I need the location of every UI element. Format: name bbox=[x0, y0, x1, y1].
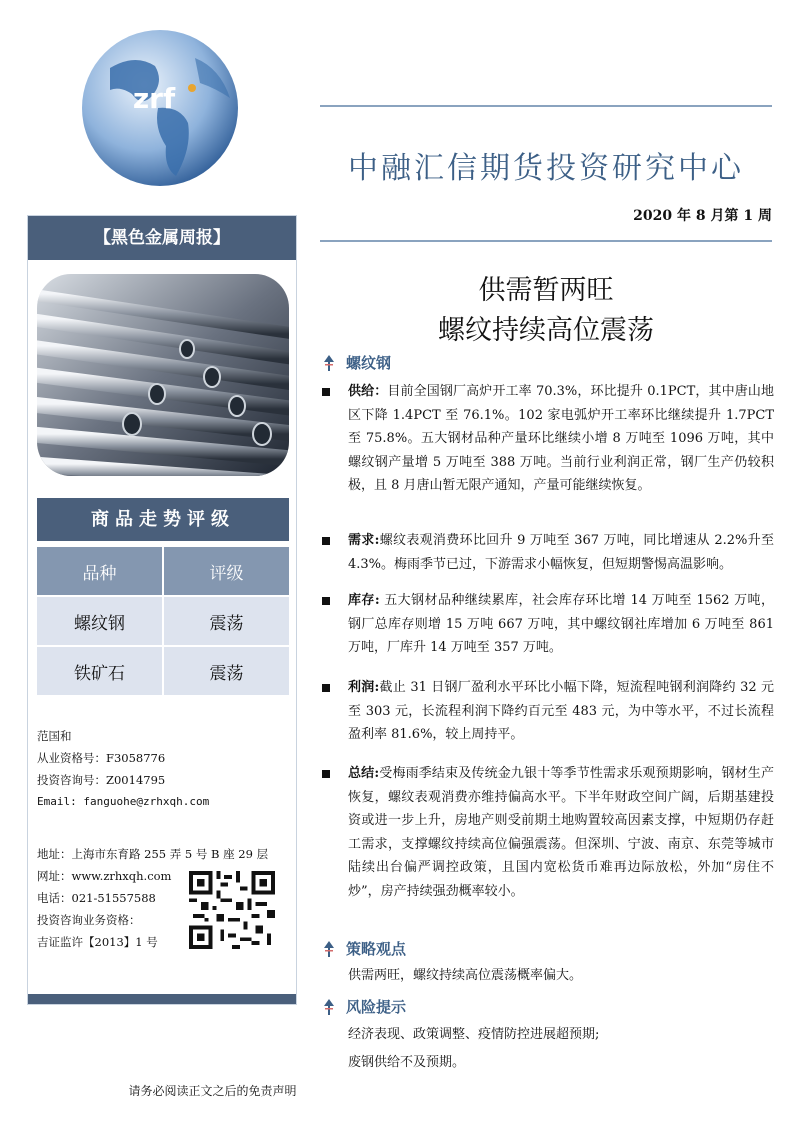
phone-number: 电话：021-51557588 bbox=[37, 891, 156, 905]
rating-table-header bbox=[37, 547, 289, 595]
square-bullet-icon bbox=[322, 684, 330, 692]
demand-label: 需求: bbox=[348, 533, 380, 548]
square-bullet-icon bbox=[322, 388, 330, 396]
company-info bbox=[37, 843, 269, 953]
main-title-line2: 螺纹持续高位震荡 bbox=[438, 315, 654, 346]
email-link[interactable]: Email: fanguohe@zrhxqh.com bbox=[37, 795, 210, 808]
inventory-paragraph bbox=[322, 589, 774, 660]
square-bullet-icon bbox=[322, 770, 330, 778]
strategy-heading: 策略观点 bbox=[346, 940, 407, 958]
sidebar-footer-bar bbox=[28, 994, 296, 1004]
rebar-section-heading bbox=[322, 352, 391, 373]
bullet-arrow-icon bbox=[322, 941, 336, 957]
main-title-line1: 供需暂两旺 bbox=[478, 275, 614, 306]
sidebar-panel bbox=[27, 215, 297, 1005]
report-name: 【黑色金属周报】 bbox=[28, 216, 296, 260]
supply-text: 目前全国钢厂高炉开工率 70.3%，环比提升 0.1PCT，其中唐山地区下降 1.4PCT 至 76.1%。102 家电弧炉开工率环比继续提升 1.7PCT 至 75.8%。五大钢材品种产量环比继续小增 8 万吨至 1096 万吨，其中螺纹钢产量增 5 万吨至 388 万吨。当前行业利润正常，钢厂生产仍较积极，且 8 月唐山暂无限产通知，产量可能继续恢复。 bbox=[348, 384, 774, 493]
bullet-arrow-icon bbox=[322, 999, 336, 1015]
license-number: 从业资格号：F3058776 bbox=[37, 751, 166, 765]
header-rule bbox=[320, 105, 772, 107]
table-row bbox=[37, 597, 289, 645]
divider-rule bbox=[320, 240, 772, 242]
summary-paragraph bbox=[322, 762, 774, 903]
commodity-cell: 螺纹钢 bbox=[37, 597, 162, 645]
header-cell-commodity: 品种 bbox=[37, 547, 162, 595]
square-bullet-icon bbox=[322, 597, 330, 605]
summary-label: 总结: bbox=[348, 766, 380, 781]
profit-paragraph bbox=[322, 676, 774, 747]
company-address: 地址：上海市东育路 255 弄 5 号 B 座 29 层 bbox=[37, 847, 269, 861]
supply-paragraph bbox=[322, 380, 774, 498]
inventory-text: 五大钢材品种继续累库，社会库存环比增 14 万吨至 1562 万吨，钢厂总库存则增 15 万吨 667 万吨，其中螺纹钢社库增加 6 万吨至 861 万吨，厂库升 14 万吨至 357 万吨。 bbox=[348, 593, 774, 655]
consult-number: 投资咨询号：Z0014795 bbox=[37, 773, 166, 787]
summary-text: 受梅雨季结束及传统金九银十等季节性需求乐观预期影响，钢材生产恢复，螺纹表观消费亦维持偏高水平。下半年财政空间广阔，后期基建投资或进一步上升，房地产则受前期土地购置较高因素支撑，中短期仍存赶工需求，支撑螺纹持续高位偏强震荡。但深圳、宁波、南京、东莞等城市陆续出台偏严调控政策，且国内宽松货币难再边际放松，外加“房住不炒”，房产持续强劲概率较小。 bbox=[348, 766, 774, 899]
org-title: 中融汇信期货投资研究中心 bbox=[348, 151, 744, 186]
profit-text: 截止 31 日钢厂盈利水平环比小幅下降，短流程吨钢利润降约 32 元至 303 元，长流程利润下降约百元至 483 元，为中等水平，不过长流程盈利率 81.6%，较上周持平。 bbox=[348, 680, 774, 742]
website-link[interactable]: 网址：www.zrhxqh.com bbox=[37, 869, 172, 883]
steel-pipes-image bbox=[37, 274, 289, 476]
rebar-heading: 螺纹钢 bbox=[346, 354, 392, 372]
table-row bbox=[37, 647, 289, 695]
profit-label: 利润: bbox=[348, 680, 380, 695]
demand-text: 螺纹表观消费环比回升 9 万吨至 367 万吨，同比增速从 2.2%升至 4.3%。梅雨季节已过，下游需求小幅恢复，但短期警惕高温影响。 bbox=[348, 533, 774, 572]
analyst-contact bbox=[37, 725, 209, 813]
report-date: 2020 年 8 月第 1 周 bbox=[633, 208, 772, 224]
qualification-label: 投资咨询业务资格： bbox=[37, 913, 141, 927]
supply-label: 供给： bbox=[348, 384, 388, 399]
commodity-cell: 铁矿石 bbox=[37, 647, 162, 695]
header-cell-rating: 评级 bbox=[164, 547, 289, 595]
qualification-value: 吉证监许【2013】1 号 bbox=[37, 935, 158, 949]
company-logo bbox=[80, 28, 240, 188]
risk-heading: 风险提示 bbox=[346, 998, 407, 1016]
square-bullet-icon bbox=[322, 537, 330, 545]
logo-text: zrf bbox=[132, 82, 176, 115]
strategy-section-heading bbox=[322, 938, 406, 959]
demand-paragraph bbox=[322, 529, 774, 576]
inventory-label: 库存: bbox=[348, 593, 380, 608]
analyst-name: 范国和 bbox=[37, 729, 72, 743]
risk-section-heading bbox=[322, 996, 406, 1017]
rating-cell: 震荡 bbox=[164, 647, 289, 695]
risk-line: 废钢供给不及预期。 bbox=[348, 1055, 466, 1070]
footer-disclaimer: 请务必阅读正文之后的免责声明 bbox=[128, 1084, 297, 1098]
risk-line: 经济表现、政策调整、疫情防控进展超预期; bbox=[348, 1027, 600, 1042]
bullet-arrow-icon bbox=[322, 355, 336, 371]
rating-table bbox=[37, 547, 289, 697]
qr-code-image bbox=[188, 871, 276, 949]
strategy-text: 供需两旺，螺纹持续高位震荡概率偏大。 bbox=[348, 968, 583, 983]
rating-title: 商品走势评级 bbox=[37, 498, 289, 541]
rating-cell: 震荡 bbox=[164, 597, 289, 645]
